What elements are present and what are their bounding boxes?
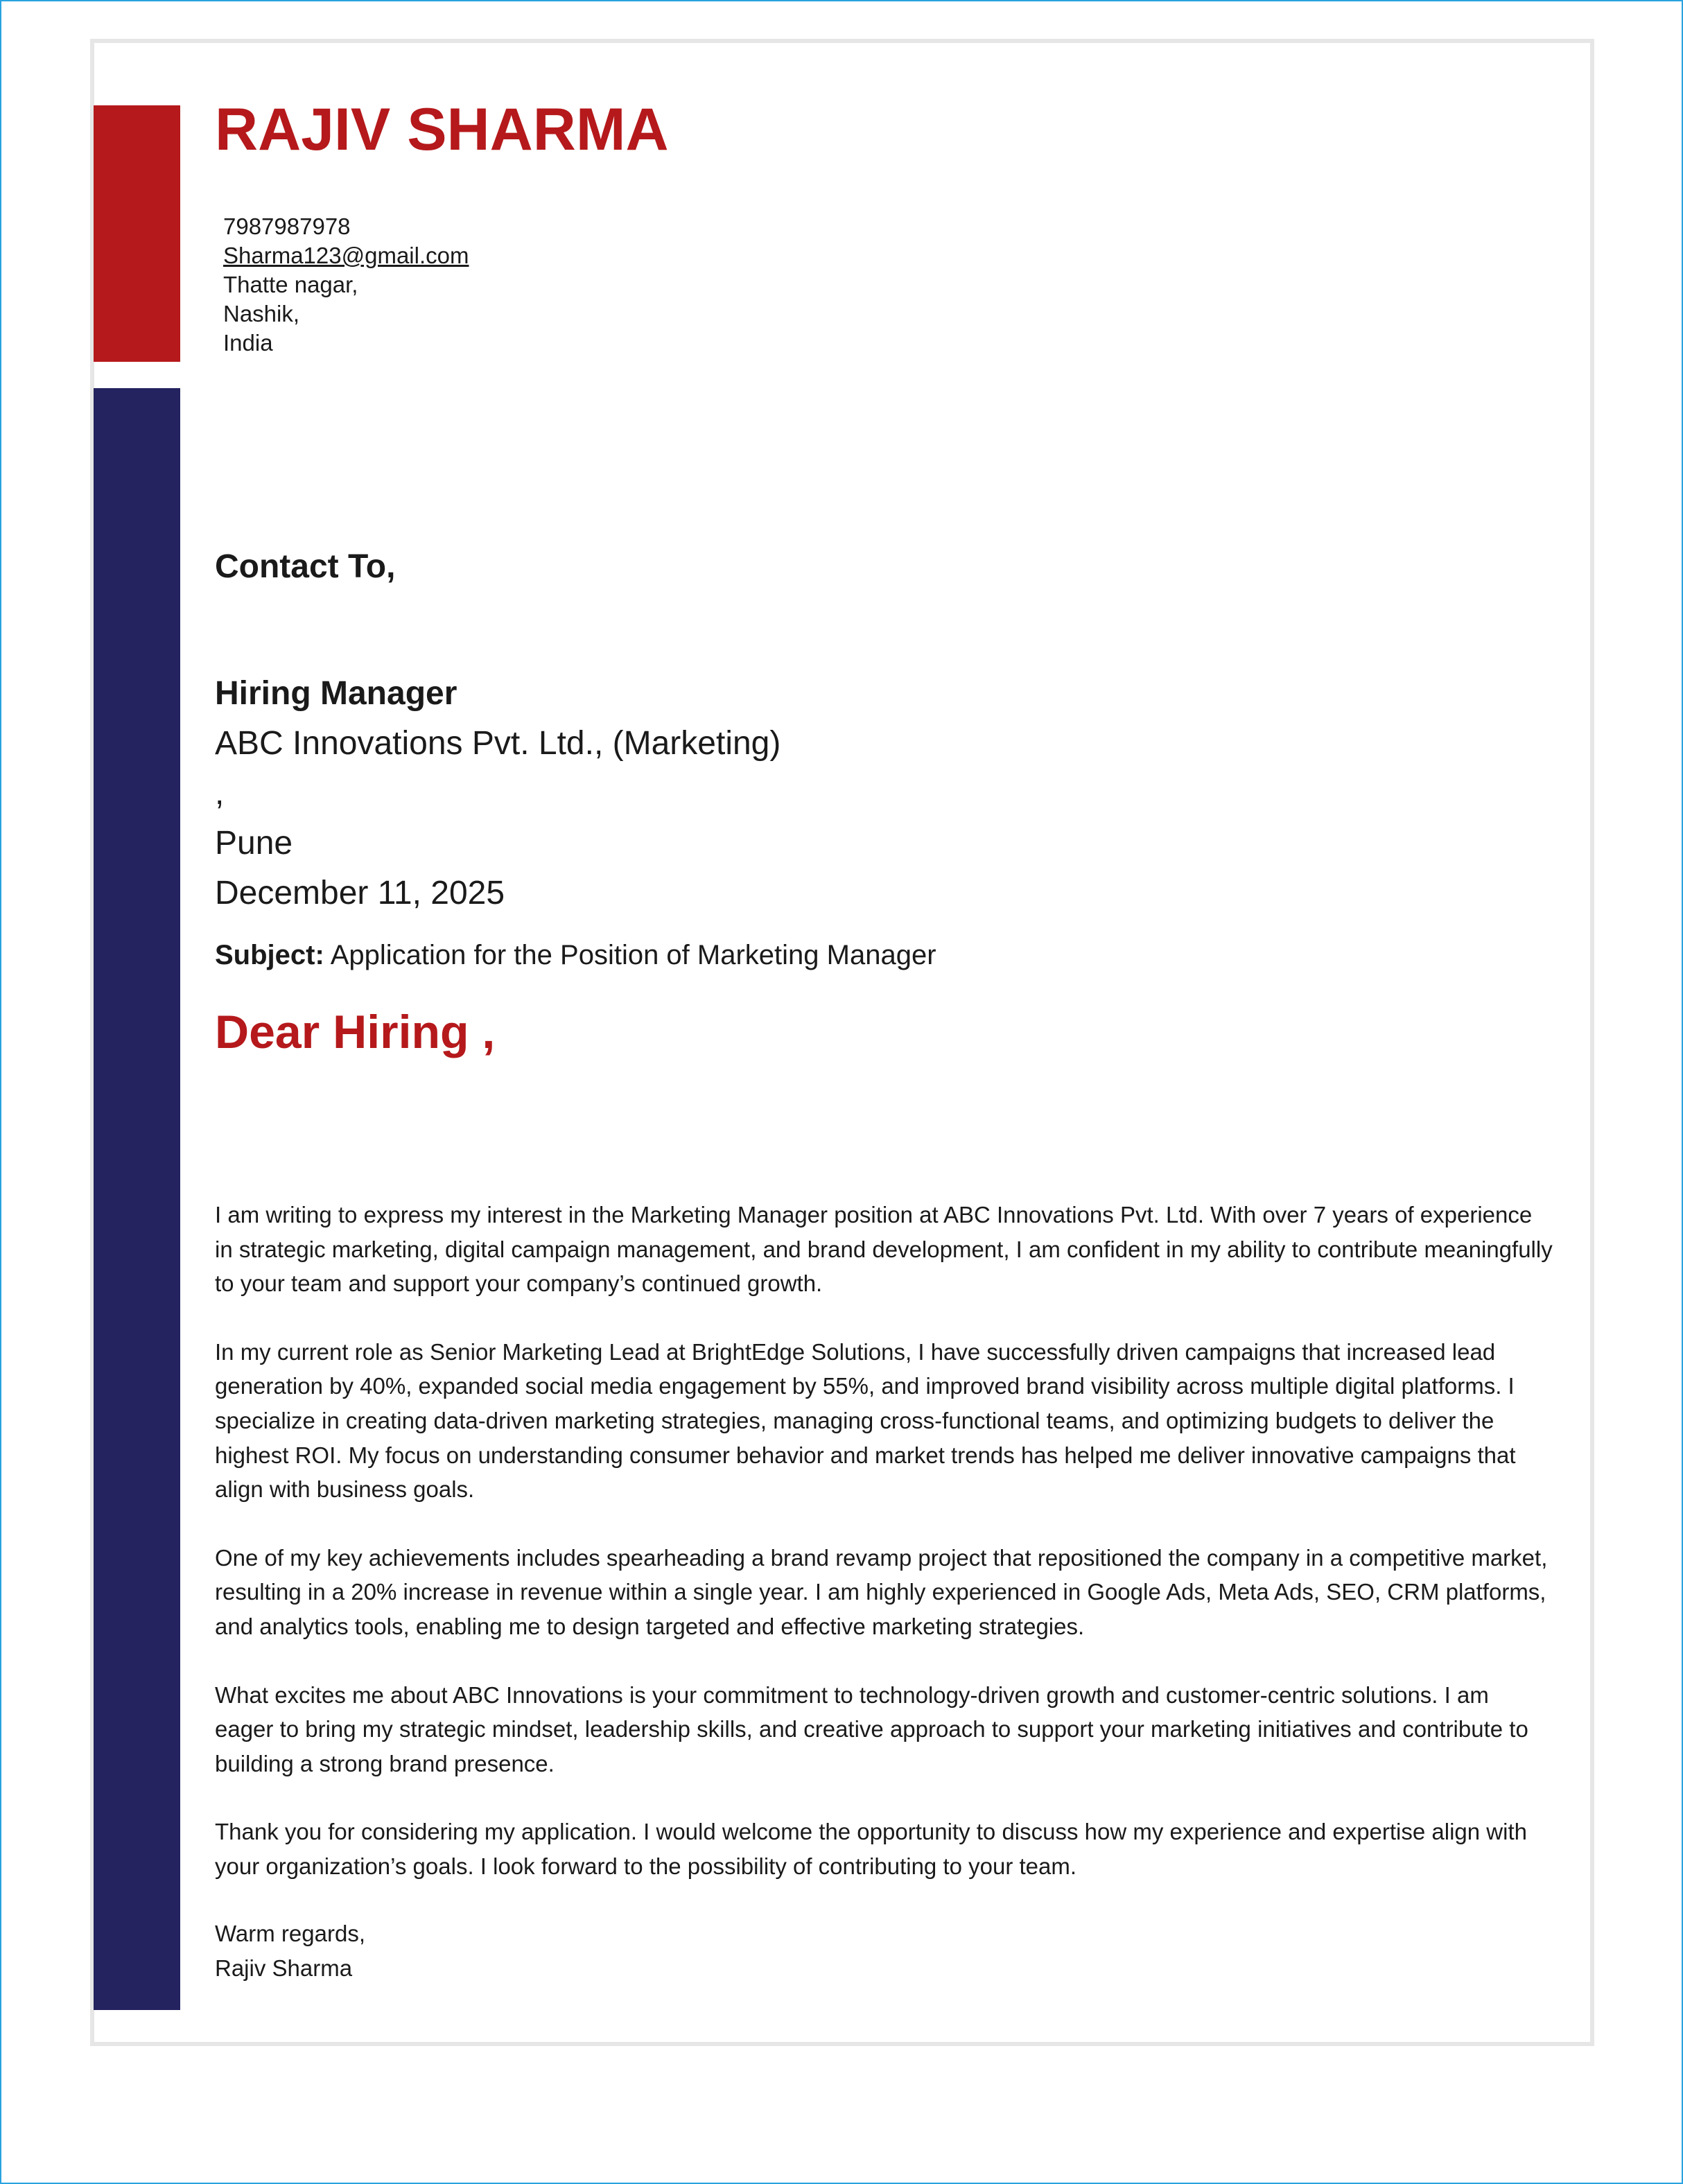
sender-email-link[interactable]: Sharma123@gmail.com (223, 243, 469, 268)
body-paragraph-1: I am writing to express my interest in the Marketing Manager position at ABC Innovations Pvt. Ltd. With over 7 years of experience in strategic marketing, digital campaign management, and brand development, I am confident in my ability to contribute meaningfully to your team and support your company’s continued growth. (215, 1202, 1553, 1297)
sender-contact-block (223, 212, 469, 358)
sender-phone: 7987987978 (223, 213, 351, 239)
sender-address-line-2: Nashik, (223, 301, 300, 326)
letter-body (215, 1198, 1553, 1918)
closing-phrase: Warm regards, (215, 1921, 365, 1946)
body-paragraph-5: Thank you for considering my application. I would welcome the opportunity to discuss how my experience and expertise align with your organization’s goals. I look forward to the possibility of contributing to your team. (215, 1819, 1527, 1879)
side-accent-bar (94, 388, 180, 2010)
sender-name: RAJIV SHARMA (215, 96, 669, 163)
subject-label: Subject: (215, 940, 324, 970)
signoff-block (215, 1916, 365, 1985)
subject-line (215, 940, 936, 971)
sender-address-line-3: India (223, 330, 273, 356)
recipient-company: ABC Innovations Pvt. Ltd., (Marketing) (215, 725, 781, 762)
header-accent-bar (94, 105, 180, 362)
body-paragraph-2: In my current role as Senior Marketing Lead at BrightEdge Solutions, I have successfully driven campaigns that increased lead generation by 40%, expanded social media engagement by 55%, and improved brand visibility across multiple digital platforms. I specialize in creating data-driven marketing strategies, managing cross-functional teams, and optimizing budgets to deliver the highest ROI. My focus on understanding consumer behavior and market trends has helped me deliver innovative campaigns that align with business goals. (215, 1338, 1516, 1503)
signature-name: Rajiv Sharma (215, 1955, 353, 1981)
salutation: Dear Hiring , (215, 1006, 496, 1058)
sender-address-line-1: Thatte nagar, (223, 272, 358, 297)
letter-date: December 11, 2025 (215, 875, 505, 911)
recipient-role: Hiring Manager (215, 675, 457, 712)
recipient-block (215, 669, 781, 918)
contact-to-heading: Contact To, (215, 548, 396, 585)
body-paragraph-4: What excites me about ABC Innovations is your commitment to technology-driven growth and customer-centric solutions. I am eager to bring my strategic mindset, leadership skills, and creative approach to support your marketing initiatives and contribute to building a strong brand presence. (215, 1681, 1528, 1776)
recipient-city: Pune (215, 825, 293, 862)
body-paragraph-3: One of my key achievements includes spearheading a brand revamp project that repositioned the company in a competitive market, resulting in a 20% increase in revenue within a single year. I am highly experienced in Google Ads, Meta Ads, SEO, CRM platforms, and analytics tools, enabling me to design targeted and effective marketing strategies. (215, 1544, 1548, 1639)
subject-text: Application for the Position of Marketing Manager (330, 940, 936, 970)
recipient-address-line: , (215, 775, 225, 812)
